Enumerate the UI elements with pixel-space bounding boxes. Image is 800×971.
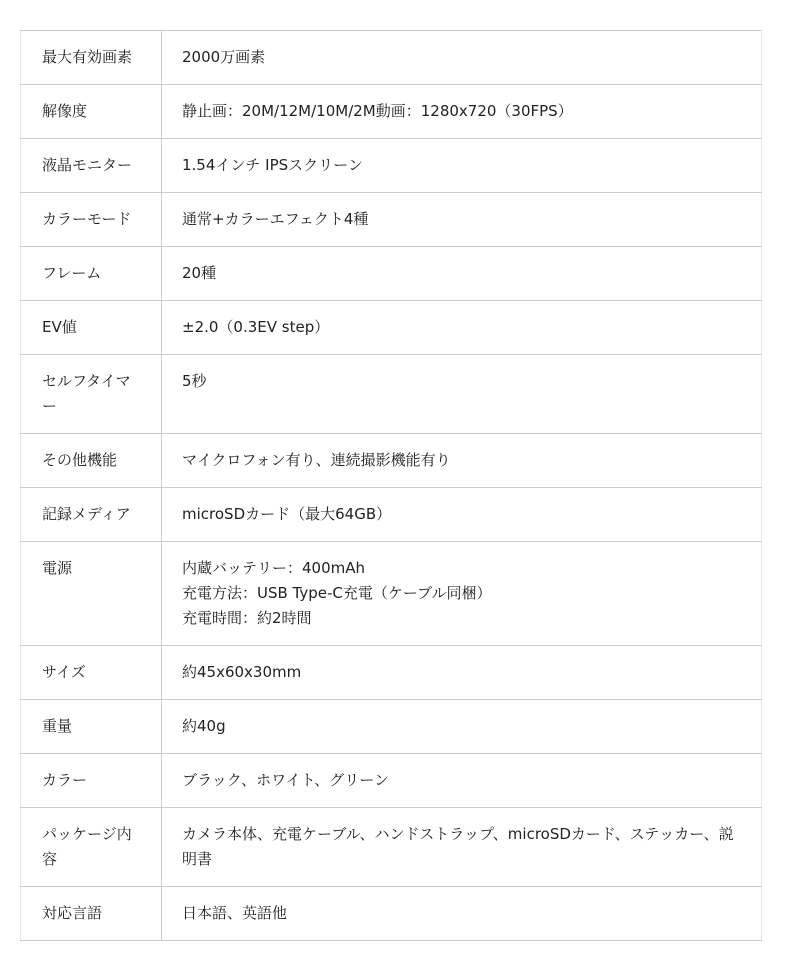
spec-row-languages — [21, 887, 762, 941]
spec-value: 日本語、英語他 — [162, 887, 762, 941]
spec-row-package-contents — [21, 808, 762, 887]
spec-value: 約40g — [162, 700, 762, 754]
spec-row-power — [21, 542, 762, 646]
spec-row-ev — [21, 301, 762, 355]
spec-value: 2000万画素 — [162, 31, 762, 85]
spec-label: EV値 — [21, 301, 162, 355]
spec-label: 電源 — [21, 542, 162, 646]
spec-value: microSDカード（最大64GB） — [162, 488, 762, 542]
spec-label: セルフタイマー — [21, 355, 162, 434]
spec-label: 記録メディア — [21, 488, 162, 542]
spec-value: 1.54インチ IPSスクリーン — [162, 139, 762, 193]
spec-row-max-pixels — [21, 31, 762, 85]
spec-label: パッケージ内容 — [21, 808, 162, 887]
spec-value: 5秒 — [162, 355, 762, 434]
spec-row-self-timer — [21, 355, 762, 434]
spec-row-lcd-monitor — [21, 139, 762, 193]
spec-label: その他機能 — [21, 434, 162, 488]
spec-row-colors — [21, 754, 762, 808]
spec-value: 静止画：20M/12M/10M/2M動画：1280x720（30FPS） — [162, 85, 762, 139]
spec-value: 約45x60x30mm — [162, 646, 762, 700]
spec-table-body — [21, 31, 762, 941]
spec-table — [20, 30, 762, 941]
spec-value: マイクロフォン有り、連続撮影機能有り — [162, 434, 762, 488]
spec-row-weight — [21, 700, 762, 754]
spec-label: 重量 — [21, 700, 162, 754]
spec-label: 最大有効画素 — [21, 31, 162, 85]
spec-row-storage-media — [21, 488, 762, 542]
spec-label: 液晶モニター — [21, 139, 162, 193]
spec-value: ±2.0（0.3EV step） — [162, 301, 762, 355]
spec-row-frame — [21, 247, 762, 301]
spec-label: 解像度 — [21, 85, 162, 139]
spec-value: 20種 — [162, 247, 762, 301]
spec-value: 通常+カラーエフェクト4種 — [162, 193, 762, 247]
spec-value: ブラック、ホワイト、グリーン — [162, 754, 762, 808]
spec-row-other-features — [21, 434, 762, 488]
spec-value: 内蔵バッテリー：400mAh 充電方法：USB Type-C充電（ケーブル同梱） 充電時間：約2時間 — [162, 542, 762, 646]
spec-row-resolution — [21, 85, 762, 139]
spec-label: サイズ — [21, 646, 162, 700]
spec-label: カラー — [21, 754, 162, 808]
spec-row-color-mode — [21, 193, 762, 247]
spec-value: カメラ本体、充電ケーブル、ハンドストラップ、microSDカード、ステッカー、説明書 — [162, 808, 762, 887]
spec-row-size — [21, 646, 762, 700]
spec-label: 対応言語 — [21, 887, 162, 941]
spec-label: フレーム — [21, 247, 162, 301]
spec-label: カラーモード — [21, 193, 162, 247]
